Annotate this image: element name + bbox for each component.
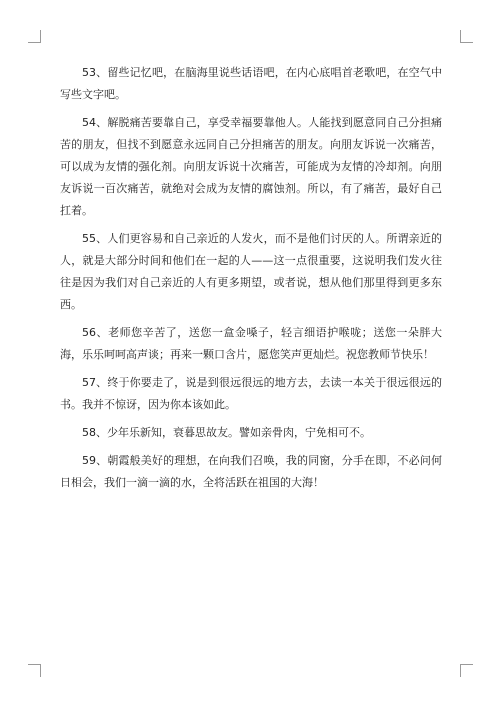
paragraph-57: 57、终于你要走了，说是到很远很远的地方去，去读一本关于很远很远的书。我并不惊讶，因为你本该如此。	[60, 376, 442, 411]
paragraph-55: 55、人们更容易和自己亲近的人发火，而不是他们讨厌的人。所谓亲近的人，就是大部分时间和他们在一起的人——这一点很重要，这说明我们发火往往是因为我们对自己亲近的人有更多期望，或者说，想从他们那里得到更多东西。	[60, 232, 442, 311]
crop-mark-bottom-left	[28, 664, 41, 677]
crop-mark-bottom-right	[460, 664, 473, 677]
paragraph-56: 56、老师您辛苦了，送您一盒金嗓子，轻言细语护喉咙；送您一朵胖大海，乐乐呵呵高声谈；再来一颗口含片，愿您笑声更灿烂。祝您教师节快乐！	[60, 326, 442, 361]
paragraph-58: 58、少年乐新知，衰暮思故友。譬如亲骨肉，宁免相可不。	[82, 426, 371, 439]
crop-mark-top-right	[460, 30, 473, 43]
crop-mark-top-left	[28, 30, 41, 43]
paragraph-59: 59、朝霞般美好的理想，在向我们召唤，我的同窗，分手在即，不必问何日相会，我们一滴一滴的水，全将活跃在祖国的大海！	[60, 454, 442, 489]
paragraph-53: 53、留些记忆吧，在脑海里说些话语吧，在内心底唱首老歌吧，在空气中写些文字吧。	[60, 66, 442, 101]
document-body	[60, 62, 442, 500]
paragraph-54: 54、解脱痛苦要靠自己，享受幸福要靠他人。人能找到愿意同自己分担痛苦的朋友，但找不到愿意永远同自己分担痛苦的朋友。向朋友诉说一次痛苦，可以成为友情的强化剂。向朋友诉说十次痛苦，可能成为友情的冷却剂。向朋友诉说一百次痛苦，就绝对会成为友情的腐蚀剂。所以，有了痛苦，最好自己扛着。	[60, 116, 442, 217]
